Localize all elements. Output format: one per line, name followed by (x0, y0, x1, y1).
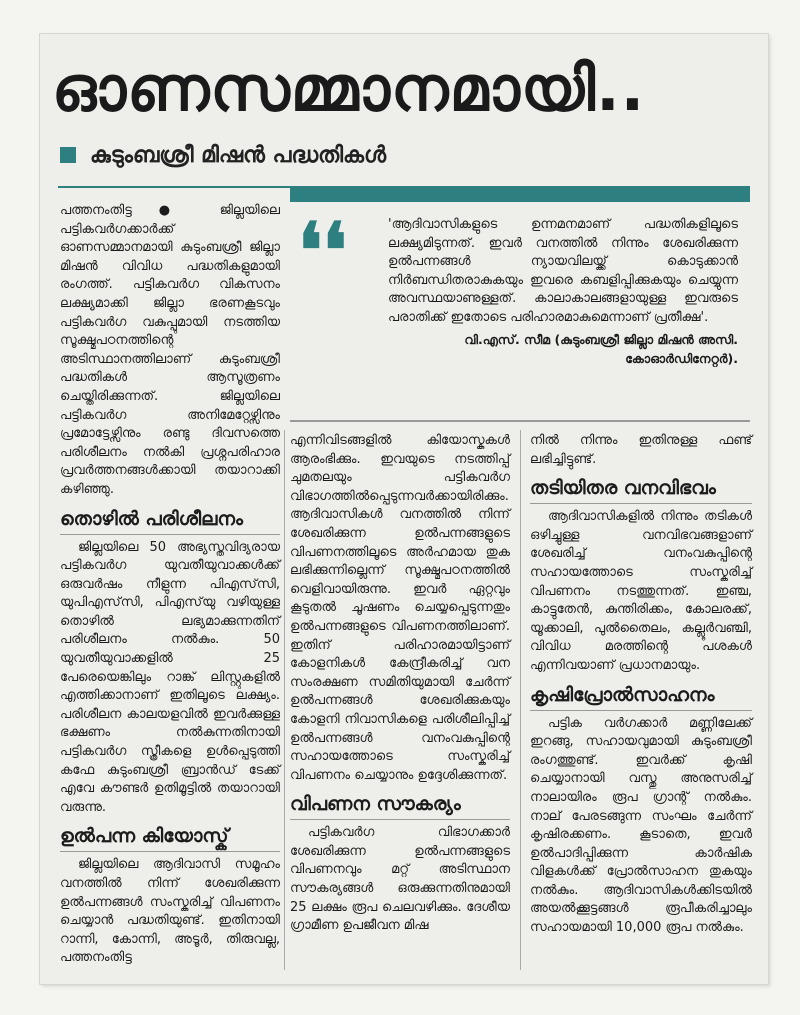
quote-attribution: വി.എസ്. സീമ (കുടുംബശ്രീ ജില്ലാ മിഷൻ അസി. കോഓർഡിനേറ്റർ). (464, 332, 738, 366)
column-divider (520, 430, 521, 970)
section-heading: കൃഷിപ്രോൽസാഹനം (530, 682, 752, 711)
headline: ഓണസമ്മാനമായി.. (52, 52, 646, 125)
paragraph: ജില്ലയിലെ 50 അഭ്യസ്തവിദ്യരായ പട്ടികവർഗ യുവതീയുവാക്കൾക്ക് ഒരുവർഷം നീളുന്ന പിഎസ്‌സി, യുപിഎസ്‌സി, പിഎസ്‌യു വഴിയുള്ള തൊഴിൽ ലഭ്യമാക്കുന്നതിന് പരിശീലനം നൽകും. 50 യുവതീയുവാക്കളിൽ 25 പേരെയെങ്കിലും റാങ്ക് ലിസ്റ്റുകളിൽ എത്തിക്കാനാണ് ഇതിലൂടെ ലക്ഷ്യം. പരിശീലന കാലയളവിൽ ഇവർക്കുള്ള ഭക്ഷണം നൽകുന്നതിനായി പട്ടികവർഗ സ്ത്രീകളെ ഉൾപ്പെടുത്തി കഫേ കുടുംബശ്രീ ബ്രാൻഡ് ടേക്ക് എവേ കൗണ്ടർ ഉതിമൂട്ടിൽ തയാറായി വരുന്നു. (60, 539, 280, 815)
subheading: കുടുംബശ്രീ മിഷൻ പദ്ധതികൾ (90, 142, 387, 168)
paragraph: പട്ടിക വർഗക്കാർ മണ്ണിലേക്ക് ഇറങ്ങു, സഹായവുമായി കുടുംബശ്രീ രംഗത്തുണ്ട്. ഇവർക്ക് കൃഷി ചെയ്യാനായി വസ്തു അനുസരിച്ച് നാലായിരം രൂപ ഗ്രാന്റ് നൽകും. നാല് പേരടങ്ങുന്ന സംഘം ചേർന്ന് കൃഷിരക്കണം. കൂടാതെ, ഇവർ ഉൽപാദിപ്പിക്കുന്ന കാർഷിക വിളകൾക്ക് പ്രോൽസാഹന തുകയും നൽകും. ആദിവാസികൾക്കിടയിൽ അയൽക്കൂട്ടങ്ങൾ രൂപീകരിച്ചാലും സഹായമായി 10,000 രൂപ നൽകും. (530, 715, 752, 936)
section-heading: തടിയിതര വനവിഭവം (530, 475, 752, 504)
section-heading: തൊഴിൽ പരിശീലനം (60, 506, 280, 535)
quote-top-bar (290, 188, 750, 202)
paragraph: നിൽ നിന്നും ഇതിനുള്ള ഫണ്ട് ലഭിച്ചിട്ടുണ്ട്. (530, 433, 752, 467)
article-column-3 (530, 432, 752, 938)
quote-mark-icon: ❛❛ (298, 206, 347, 295)
paragraph: എന്നിവിടങ്ങളിൽ കിയോസ്കുകൾ ആരംഭിക്കും. ഇവയുടെ നടത്തിപ്പ് ചുമതലയും പട്ടികവർഗ വിഭാഗത്തിൽപ്പെടുന്നവർക്കായിരിക്കും. ആദിവാസികൾ വനത്തിൽ നിന്ന് ശേഖരിക്കുന്ന ഉൽപന്നങ്ങളുടെ വിപണനത്തിലൂടെ അർഹമായ തുക ലഭിക്കുന്നില്ലെന്ന് സൂക്ഷ്മപഠനത്തിൽ വെളിവായിരുന്നു. ഇവർ ഏറ്റവും കൂടുതൽ ചൂഷണം ചെയ്യപ്പെടുന്നതും ഉൽപന്നങ്ങളുടെ വിപണനത്തിലാണ്. ഇതിന് പരിഹാരമായിട്ടാണ് കോളനികൾ കേന്ദ്രീകരിച്ച് വന സംരക്ഷണ സമിതിയുമായി ചേർന്ന് ഉൽപന്നങ്ങൾ ശേഖരിക്കുകയും കോളനി നിവാസികളെ പരിശീലിപ്പിച്ച് ഉൽപന്നങ്ങൾ വനംവകുപ്പിന്റെ സഹായത്തോടെ സംസ്കരിച്ച് വിപണനം ചെയ്യാനും ഉദ്ദേശിക്കുന്നത്. (290, 433, 510, 783)
article-column-1 (60, 202, 280, 968)
subheading-row (60, 138, 386, 172)
intro-paragraph: പത്തനംതിട്ട ● ജില്ലയിലെ പട്ടികവർഗക്കാർക്ക് ഓണസമ്മാനമായി കുടുംബശ്രീ ജില്ലാ മിഷൻ വിവിധ പദ്ധതികളുമായി രംഗത്ത്. പട്ടികവർഗ വികസനം ലക്ഷ്യമാക്കി ജില്ലാ ഭരണകൂടവും പട്ടികവർഗ വകുപ്പുമായി നടത്തിയ സൂക്ഷ്മപഠനത്തിന്റെ അടിസ്ഥാനത്തിലാണ് കുടുംബശ്രീ പദ്ധതികൾ ആസൂത്രണം ചെയ്തിരിക്കുന്നത്. ജില്ലയിലെ പട്ടികവർഗ അനിമേറ്റേഴ്സിനും പ്രമോട്ടേഴ്സിനും രണ്ടു ദിവസത്തെ പരിശീലനം നൽകി പ്രശ്നപരിഹാര പ്രവർത്തനങ്ങൾക്കായി തയാറാക്കി കഴിഞ്ഞു. (60, 203, 280, 497)
section-heading: ഉൽപന്ന കിയോസ്ക് (60, 823, 280, 852)
column-divider (284, 430, 285, 970)
paragraph: ആദിവാസികളിൽ നിന്നും തടികൾ ഒഴിച്ചുള്ള വനവിഭവങ്ങളാണ് ശേഖരിച്ച് വനംവകുപ്പിന്റെ സഹായത്തോടെ സംസ്കരിച്ച് വിപണനം നടത്തുന്നത്. ഇഞ്ച, കാട്ടുതേൻ, കുന്തിരിക്കം, കോലരക്ക്, യൂക്കാലി, പുൽതൈലം, കല്ലൂർവഞ്ചി, വിവിധ മരത്തിന്റെ പശകൾ എന്നിവയാണ് പ്രധാനമായും. (530, 509, 752, 673)
quote-bottom-rule (290, 420, 750, 422)
section-heading: വിപണന സൗകര്യം (290, 791, 510, 820)
pull-quote (290, 202, 750, 422)
paragraph: ജില്ലയിലെ ആദിവാസി സമൂഹം വനത്തിൽ നിന്ന് ശേഖരിക്കുന്ന ഉൽപന്നങ്ങൾ സംസ്കരിച്ച് വിപണനം ചെയ്യാൻ പദ്ധതിയുണ്ട്. ഇതിനായി റാന്നി, കോന്നി, അടൂർ, തിരുവല്ല, പത്തനംതിട്ട (60, 857, 280, 966)
square-bullet-icon (60, 147, 76, 163)
quote-text: 'ആദിവാസികളുടെ ഉന്നമനമാണ് പദ്ധതികളിലൂടെ ലക്ഷ്യമിടുന്നത്. ഇവർ വനത്തിൽ നിന്നും ശേഖരിക്കുന്ന ഉൽപന്നങ്ങൾ ന്യായവിലയ്ക്ക് കൊടുക്കാൻ നിർബന്ധിതരാകുകയും ഇവരെ കബളിപ്പിക്കുകയും ചെയ്യുന്ന അവസ്ഥയാണുള്ളത്. കാലാകാലങ്ങളായുള്ള ഇവരുടെ പരാതിക്ക് ഇതോടെ പരിഹാരമാകുമെന്നാണ് പ്രതീക്ഷ'. (388, 217, 738, 325)
article-column-2 (290, 432, 510, 936)
paragraph: പട്ടികവർഗ വിഭാഗക്കാർ ശേഖരിക്കുന്ന ഉൽപന്നങ്ങളുടെ വിപണനവും മറ്റ് അടിസ്ഥാന സൗകര്യങ്ങൾ ഒരുക്കുന്നതിനുമായി 25 ലക്ഷം രൂപ ചെലവഴിക്കും. ദേശീയ ഗ്രാമീണ ഉപജീവന മിഷ (290, 825, 510, 934)
